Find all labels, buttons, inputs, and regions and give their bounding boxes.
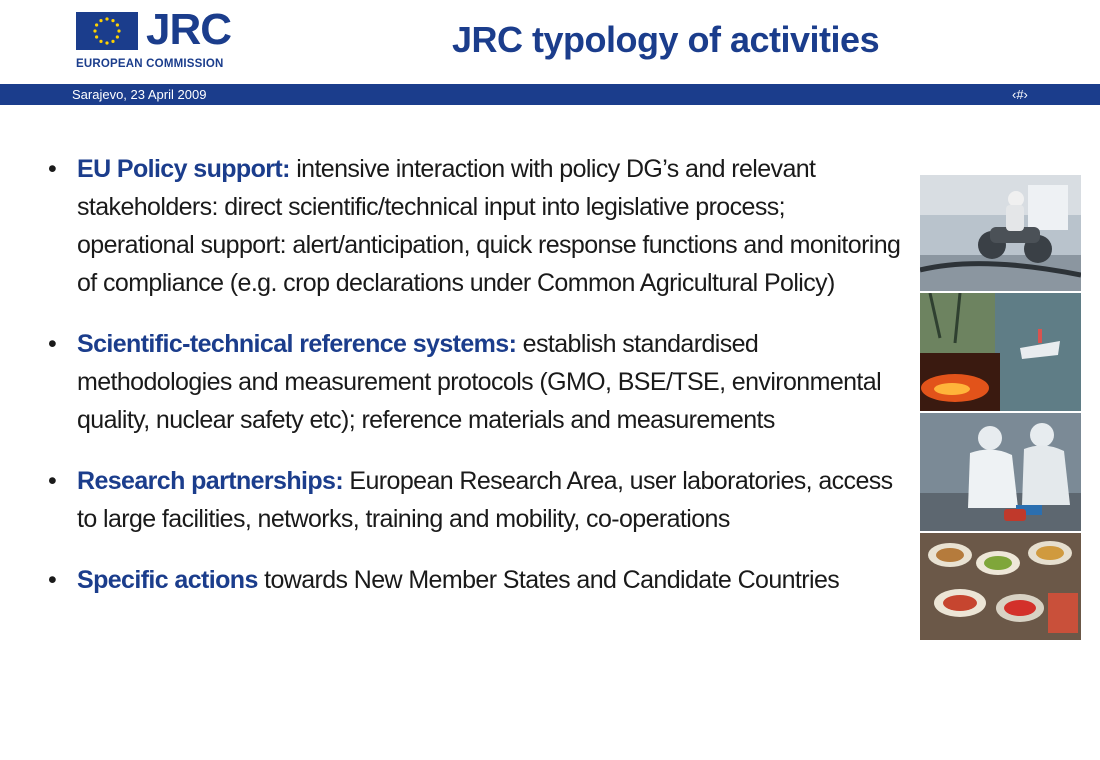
bullet-lead: Specific actions — [77, 566, 258, 594]
bullet-item-research-partnerships — [48, 462, 908, 538]
bullet-text: establish standardised methodologies and measurement protocols (GMO, BSE/TSE, environmental quality, nuclear safety etc); reference materials and measurements — [77, 330, 882, 434]
eu-star-icon — [95, 23, 98, 26]
eu-star-icon — [99, 19, 102, 22]
header-band — [0, 84, 1100, 105]
page-number: ‹#› — [1012, 87, 1028, 102]
photo-motorcycle-test-lab — [920, 175, 1081, 291]
eu-flag-icon — [76, 12, 138, 50]
bullet-item-reference-systems — [48, 325, 908, 439]
slide-title: JRC typology of activities — [452, 19, 880, 60]
eu-star-icon — [117, 29, 120, 32]
photo-hazmat-workers — [920, 413, 1081, 531]
eu-star-icon — [95, 35, 98, 38]
bullet-dot-icon: • — [48, 330, 57, 358]
photo-disasters-collage — [920, 293, 1081, 411]
bullet-lead: Scientific-technical reference systems: — [77, 330, 517, 358]
eu-star-icon — [99, 40, 102, 43]
bullet-text: European Research Area, user laboratories, access to large facilities, networks, training and mobility, co-operations — [77, 467, 893, 533]
eu-star-icon — [105, 41, 108, 44]
bullet-dot-icon: • — [48, 467, 57, 495]
eu-star-icon — [105, 17, 108, 20]
photo-strip — [920, 175, 1081, 640]
logo-subtitle: EUROPEAN COMMISSION — [76, 58, 224, 70]
eu-star-icon — [116, 35, 119, 38]
bullet-text: towards New Member States and Candidate Countries — [257, 566, 840, 594]
bullet-item-specific-actions — [48, 561, 908, 599]
bullet-lead: EU Policy support: — [77, 155, 290, 183]
eu-star-icon — [116, 23, 119, 26]
bullet-dot-icon: • — [48, 566, 57, 594]
photo-food-samples — [920, 533, 1081, 640]
slide-date: Sarajevo, 23 April 2009 — [72, 87, 207, 102]
bullet-dot-icon: • — [48, 155, 57, 183]
bullet-list — [48, 150, 908, 622]
eu-star-icon — [111, 40, 114, 43]
eu-star-icon — [111, 19, 114, 22]
logo-wordmark: JRC — [146, 5, 232, 54]
bullet-text: intensive interaction with policy DG’s and relevant stakeholders: direct scientific/technical input into legislative process; operational support: alert/anticipation, quick response functions and monitoring of compliance (e.g. crop declarations under Common Agricultural Policy) — [77, 155, 901, 297]
eu-star-icon — [93, 29, 96, 32]
bullet-item-policy-support — [48, 150, 908, 302]
jrc-logo — [76, 5, 232, 74]
bullet-lead: Research partnerships: — [77, 467, 344, 495]
